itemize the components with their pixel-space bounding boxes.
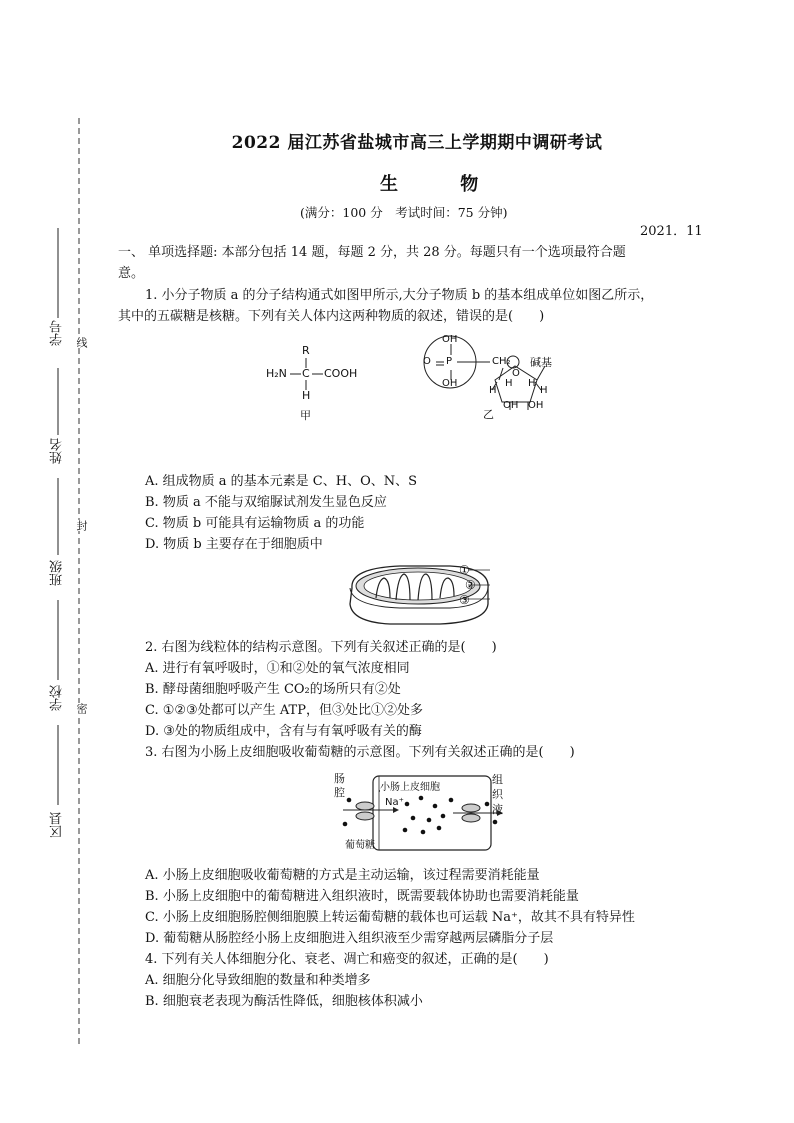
jia-h: H	[302, 389, 311, 402]
q3-stem: 3. 右图为小肠上皮细胞吸收葡萄糖的示意图。下列有关叙述正确的是( )	[145, 745, 575, 760]
q3-option-c: C. 小肠上皮细胞肠腔侧细胞膜上转运葡萄糖的载体也可运载 Na⁺，故其不具有特异性	[145, 910, 635, 925]
field-class: 班级	[50, 560, 65, 586]
subject-title: 生 物	[380, 174, 507, 195]
mark-line: 线	[75, 337, 88, 348]
yi-label: 乙	[483, 408, 494, 421]
field-school: 学校	[50, 685, 65, 711]
jia-r: R	[302, 344, 310, 357]
label-tissue-fluid: 组织液	[492, 773, 503, 816]
mito-label-3: ③	[459, 593, 470, 607]
q3-option-d: D. 葡萄糖从肠腔经小肠上皮细胞进入组织液至少需穿越两层磷脂分子层	[145, 931, 554, 946]
label-na: Na⁺	[385, 797, 404, 808]
mark-secret: 密	[75, 703, 88, 714]
q1-stem: 1. 小分子物质 a 的分子结构通式如图甲所示,大分子物质 b 的基本组成单位如图乙所示，	[145, 288, 654, 303]
q2-option-a: A. 进行有氧呼吸时，①和②处的氧气浓度相同	[145, 661, 410, 676]
q1-stem-cont: 其中的五碳糖是核糖。下列有关人体内这两种物质的叙述，错误的是( )	[118, 309, 545, 324]
q1-option-c: C. 物质 b 可能具有运输物质 a 的功能	[145, 516, 365, 531]
yi-o: O	[423, 356, 431, 367]
jia-carbon: C	[302, 367, 310, 380]
yi-h2: H	[505, 378, 513, 389]
mitochondrion-drawing	[340, 558, 520, 630]
exam-info: (满分：100 分 考试时间：75 分钟)	[300, 205, 508, 220]
label-glucose: 葡萄糖	[345, 840, 375, 851]
yi-oh-bottom: OH	[442, 378, 458, 389]
q1-option-b: B. 物质 a 不能与双缩脲试剂发生显色反应	[145, 495, 387, 510]
q3-option-b: B. 小肠上皮细胞中的葡萄糖进入组织液时，既需要载体协助也需要消耗能量	[145, 889, 579, 904]
q2-stem: 2. 右图为线粒体的结构示意图。下列有关叙述正确的是( )	[145, 640, 497, 655]
q4-stem: 4. 下列有关人体细胞分化、衰老、凋亡和癌变的叙述，正确的是( )	[145, 952, 549, 967]
mark-seal: 封	[75, 520, 88, 531]
jia-label: 甲	[300, 409, 311, 422]
q2-option-d: D. ③处的物质组成中，含有与有氧呼吸有关的酶	[145, 724, 422, 739]
yi-oh-2: OH	[503, 400, 519, 411]
field-name: 姓名	[50, 438, 65, 464]
jia-carboxyl: COOH	[324, 367, 358, 380]
field-student-id: 学号	[50, 320, 65, 346]
yi-h1: H	[489, 385, 497, 396]
yi-h4: H	[540, 385, 548, 396]
yi-p: P	[446, 356, 453, 367]
yi-base: 碱基	[530, 356, 552, 369]
section-heading-cont: 意。	[118, 266, 145, 281]
section-heading: 一、 单项选择题: 本部分包括 14 题，每题 2 分，共 28 分。每题只有一个选项最符合题	[118, 245, 626, 260]
q4-option-a: A. 细胞分化导致细胞的数量和种类增多	[145, 973, 371, 988]
q2-option-c: C. ①②③处都可以产生 ATP，但③处比①②处多	[145, 703, 423, 718]
q4-option-b: B. 细胞衰老表现为酶活性降低，细胞核体积减小	[145, 994, 423, 1009]
jia-bonds	[260, 340, 360, 410]
yi-ch2: CH₂	[492, 356, 511, 367]
mito-label-1: ①	[459, 563, 470, 577]
q3-option-a: A. 小肠上皮细胞吸收葡萄糖的方式是主动运输，该过程需要消耗能量	[145, 868, 540, 883]
exam-title: 2022 届江苏省盐城市高三上学期期中调研考试	[231, 133, 603, 153]
yi-ring-o: O	[512, 368, 520, 379]
field-district: 区县	[50, 812, 65, 838]
yi-oh-top: OH	[442, 334, 458, 345]
yi-h3: H	[528, 378, 536, 389]
jia-amino: H₂N	[266, 367, 287, 380]
label-cell: 小肠上皮细胞	[380, 778, 440, 793]
yi-oh-3: OH	[528, 400, 544, 411]
label-lumen: 肠腔	[334, 772, 345, 799]
mito-label-2: ②	[465, 578, 476, 592]
q2-option-b: B. 酵母菌细胞呼吸产生 CO₂的场所只有②处	[145, 682, 401, 697]
q1-option-d: D. 物质 b 主要存在于细胞质中	[145, 537, 323, 552]
exam-date: 2021．11	[640, 224, 703, 239]
q1-option-a: A. 组成物质 a 的基本元素是 C、H、O、N、S	[145, 474, 418, 489]
